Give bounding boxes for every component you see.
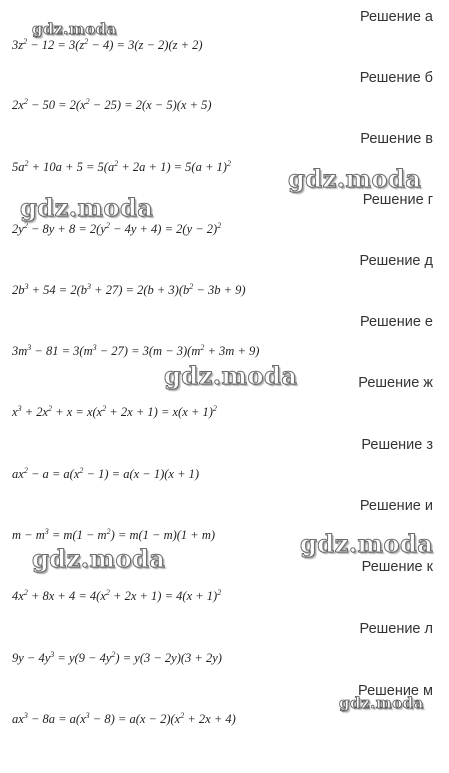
watermark-logo: gdz.moda	[20, 193, 154, 222]
solution-formula-i: $m - m^3 = m(1 - m^2) = m(1 - m)(1 + m)$	[12, 527, 216, 542]
solution-heading-b: Решение б	[359, 70, 433, 86]
solution-heading-l: Решение л	[359, 621, 433, 637]
solution-formula-z: $ax^2 - a = a(x^2 - 1) = a(x - 1)(x + 1)$	[12, 466, 200, 481]
watermark-logo: gdz.moda	[339, 694, 424, 712]
solution-heading-g: Решение г	[362, 192, 433, 208]
solution-formula-m: $ax^3 - 8a = a(x^3 - 8) = a(x - 2)(x^2 + 2x + 4)$	[12, 711, 236, 726]
watermark-logo: gdz.moda	[164, 361, 298, 390]
solution-heading-e: Решение е	[359, 314, 433, 330]
solution-formula-zh: $x^3 + 2x^2 + x = x(x^2 + 2x + 1) = x(x + 1)^2$	[12, 404, 217, 419]
solution-heading-z: Решение з	[361, 437, 433, 453]
solution-formula-a: $3z^2 - 12 = 3(z^2 - 4) = 3(z - 2)(z + 2)$	[12, 37, 203, 52]
solution-heading-d: Решение д	[359, 253, 433, 269]
solution-formula-k: $4x^2 + 8x + 4 = 4(x^2 + 2x + 1) = 4(x + 1)^2$	[12, 588, 222, 603]
watermark-logo: gdz.moda	[32, 544, 166, 573]
solution-heading-v: Решение в	[360, 131, 433, 147]
solution-heading-k: Решение к	[361, 559, 433, 575]
solution-formula-g: $2y^2 - 8y + 8 = 2(y^2 - 4y + 4) = 2(y - 2)^2$	[12, 221, 222, 236]
solution-formula-d: $2b^3 + 54 = 2(b^3 + 27) = 2(b + 3)(b^2 - 3b + 9)$	[12, 282, 246, 297]
solution-formula-e: $3m^3 - 81 = 3(m^3 - 27) = 3(m - 3)(m^2 + 3m + 9)$	[12, 343, 260, 358]
watermark-logo: gdz.moda	[32, 20, 117, 38]
solution-formula-b: $2x^2 - 50 = 2(x^2 - 25) = 2(x - 5)(x + 5)$	[12, 97, 212, 112]
solution-heading-a: Решение а	[359, 9, 433, 25]
solution-formula-l: $9y - 4y^3 = y(9 - 4y^2) = y(3 - 2y)(3 + 2y)$	[12, 650, 222, 665]
watermark-logo: gdz.moda	[300, 529, 434, 558]
solution-heading-m: Решение м	[358, 683, 433, 699]
solution-heading-i: Решение и	[359, 498, 433, 514]
solution-formula-v: $5a^2 + 10a + 5 = 5(a^2 + 2a + 1) = 5(a + 1)^2$	[12, 159, 231, 174]
watermark-logo: gdz.moda	[288, 164, 422, 193]
solution-heading-zh: Решение ж	[358, 375, 433, 391]
